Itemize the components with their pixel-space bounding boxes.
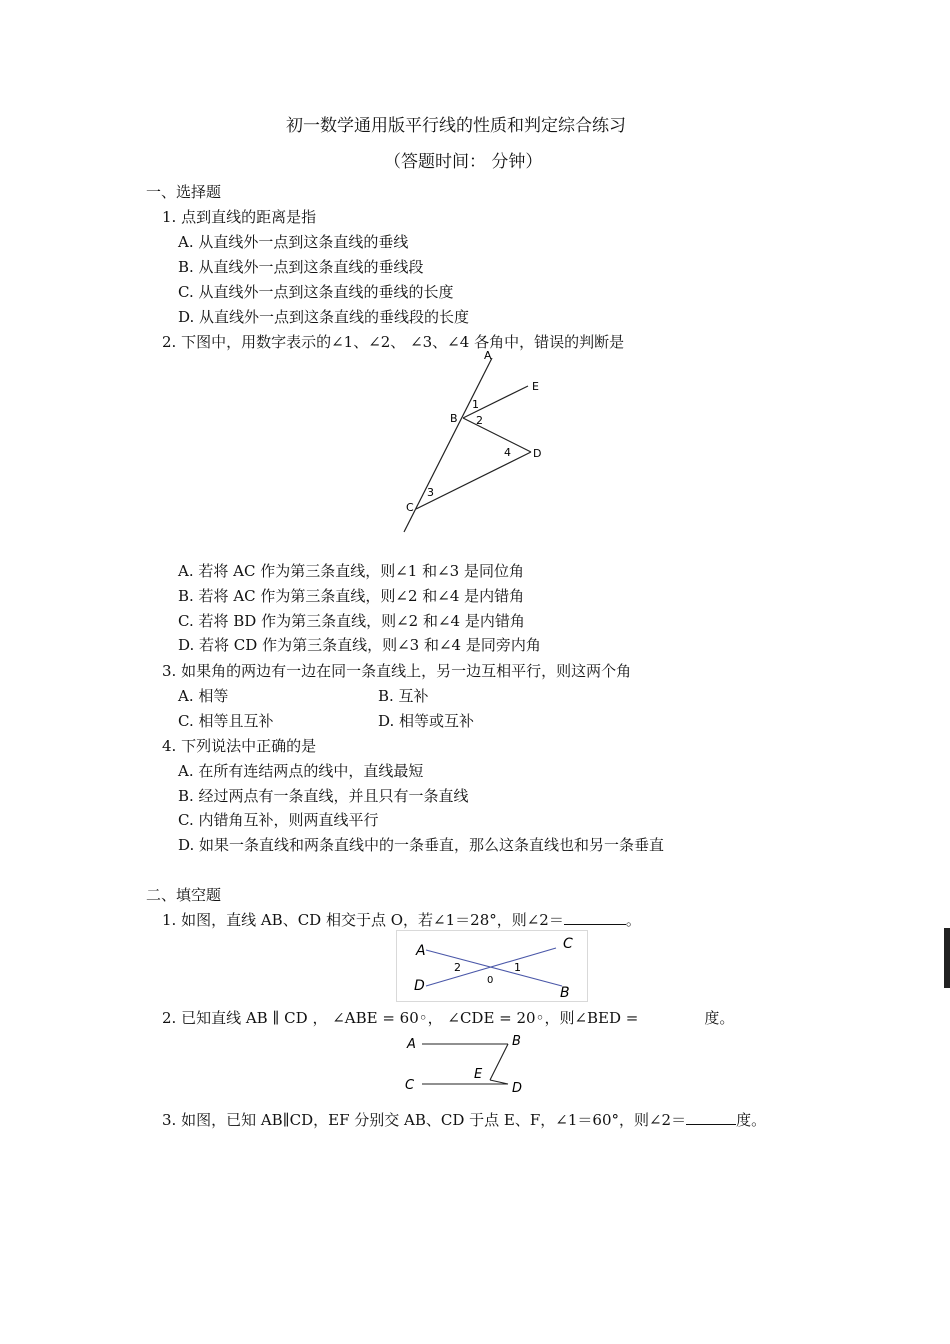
question-text: 3. 如图，已知 AB∥CD，EF 分别交 AB、CD 于点 E、F，∠1＝60°，则∠2＝ bbox=[162, 1111, 687, 1129]
figure-frame bbox=[397, 931, 588, 1002]
angle-label-2: 2 bbox=[476, 414, 483, 427]
point-label-c: C bbox=[563, 936, 573, 952]
question-stem: 1. 点到直线的距离是指 bbox=[162, 208, 317, 226]
option-b: B. 经过两点有一条直线，并且只有一条直线 bbox=[178, 787, 469, 805]
option-d: D. 相等或互补 bbox=[378, 712, 475, 730]
angle-label-2: 2 bbox=[454, 961, 461, 974]
line-AC bbox=[404, 358, 492, 532]
point-label-d: D bbox=[414, 978, 425, 994]
question-stem: 4. 下列说法中正确的是 bbox=[162, 737, 317, 755]
option-a: A. 相等 bbox=[178, 687, 229, 705]
point-label-o: 0 bbox=[487, 975, 494, 986]
angle-label-1: 1 bbox=[472, 398, 479, 411]
question-stem bbox=[162, 910, 641, 930]
section-heading: 二、填空题 bbox=[146, 886, 222, 904]
question-stem bbox=[162, 1110, 766, 1130]
option-b: B. 若将 AC 作为第三条直线，则∠2 和∠4 是内错角 bbox=[178, 587, 525, 605]
question-stem: 3. 如果角的两边有一边在同一条直线上，另一边互相平行，则这两个角 bbox=[162, 662, 632, 680]
line-ED bbox=[490, 1080, 508, 1084]
option-d: D. 若将 CD 作为第三条直线，则∠3 和∠4 是同旁内角 bbox=[178, 636, 541, 654]
point-label-e: E bbox=[532, 380, 539, 393]
question-stem: 2. 下图中，用数字表示的∠1、∠2、 ∠3、∠4 各角中，错误的判断是 bbox=[162, 333, 625, 351]
line-BD bbox=[463, 418, 531, 452]
option-d: D. 从直线外一点到这条直线的垂线段的长度 bbox=[178, 308, 470, 326]
angle-label-1: 1 bbox=[514, 961, 521, 974]
option-a: A. 若将 AC 作为第三条直线，则∠1 和∠3 是同位角 bbox=[178, 562, 524, 580]
option-d: D. 如果一条直线和两条直线中的一条垂直，那么这条直线也和另一条垂直 bbox=[178, 836, 665, 854]
point-label-d: D bbox=[512, 1081, 523, 1096]
option-c: C. 从直线外一点到这条直线的垂线的长度 bbox=[178, 283, 454, 301]
question-stem bbox=[162, 1008, 734, 1028]
option-a: A. 从直线外一点到这条直线的垂线 bbox=[178, 233, 409, 251]
question-end: 度。 bbox=[736, 1111, 767, 1129]
question-text: 1. 如图，直线 AB、CD 相交于点 O，若∠1＝28°，则∠2＝ bbox=[162, 911, 564, 929]
angle-label-4: 4 bbox=[504, 446, 511, 459]
geometry-figure bbox=[395, 348, 555, 538]
question-end: 度。 bbox=[704, 1009, 735, 1027]
line-BE bbox=[490, 1044, 508, 1080]
option-c: C. 若将 BD 作为第三条直线，则∠2 和∠4 是内错角 bbox=[178, 612, 525, 630]
page-subtitle: （答题时间： 分钟） bbox=[384, 152, 543, 172]
point-label-c: C bbox=[405, 1078, 415, 1093]
line-CD bbox=[416, 452, 531, 509]
point-label-d: D bbox=[533, 447, 542, 460]
answer-blank[interactable] bbox=[686, 1110, 736, 1125]
option-c: C. 相等且互补 bbox=[178, 712, 274, 730]
intersecting-lines-figure bbox=[396, 930, 588, 1002]
point-label-b: B bbox=[512, 1034, 521, 1049]
point-label-b: B bbox=[450, 412, 458, 425]
point-label-a: A bbox=[416, 943, 426, 959]
parallel-lines-figure bbox=[402, 1030, 532, 1096]
point-label-b: B bbox=[560, 985, 570, 1001]
question-end: 。 bbox=[625, 911, 641, 929]
angle-label-3: 3 bbox=[427, 486, 434, 499]
point-label-a: A bbox=[407, 1037, 416, 1052]
option-b: B. 互补 bbox=[378, 687, 429, 705]
page-title: 初一数学通用版平行线的性质和判定综合练习 bbox=[286, 116, 626, 136]
section-heading: 一、选择题 bbox=[146, 183, 222, 201]
point-label-c: C bbox=[406, 501, 414, 514]
point-label-a: A bbox=[484, 349, 492, 362]
option-b: B. 从直线外一点到这条直线的垂线段 bbox=[178, 258, 424, 276]
option-c: C. 内错角互补，则两直线平行 bbox=[178, 811, 379, 829]
question-text: 2. 已知直线 AB ∥ CD ， ∠ABE = 60◦， ∠CDE = 20◦，则∠BED = bbox=[162, 1009, 639, 1027]
option-a: A. 在所有连结两点的线中，直线最短 bbox=[178, 762, 424, 780]
page-edge-mark bbox=[944, 928, 950, 988]
answer-blank[interactable] bbox=[564, 910, 626, 925]
point-label-e: E bbox=[474, 1067, 483, 1082]
